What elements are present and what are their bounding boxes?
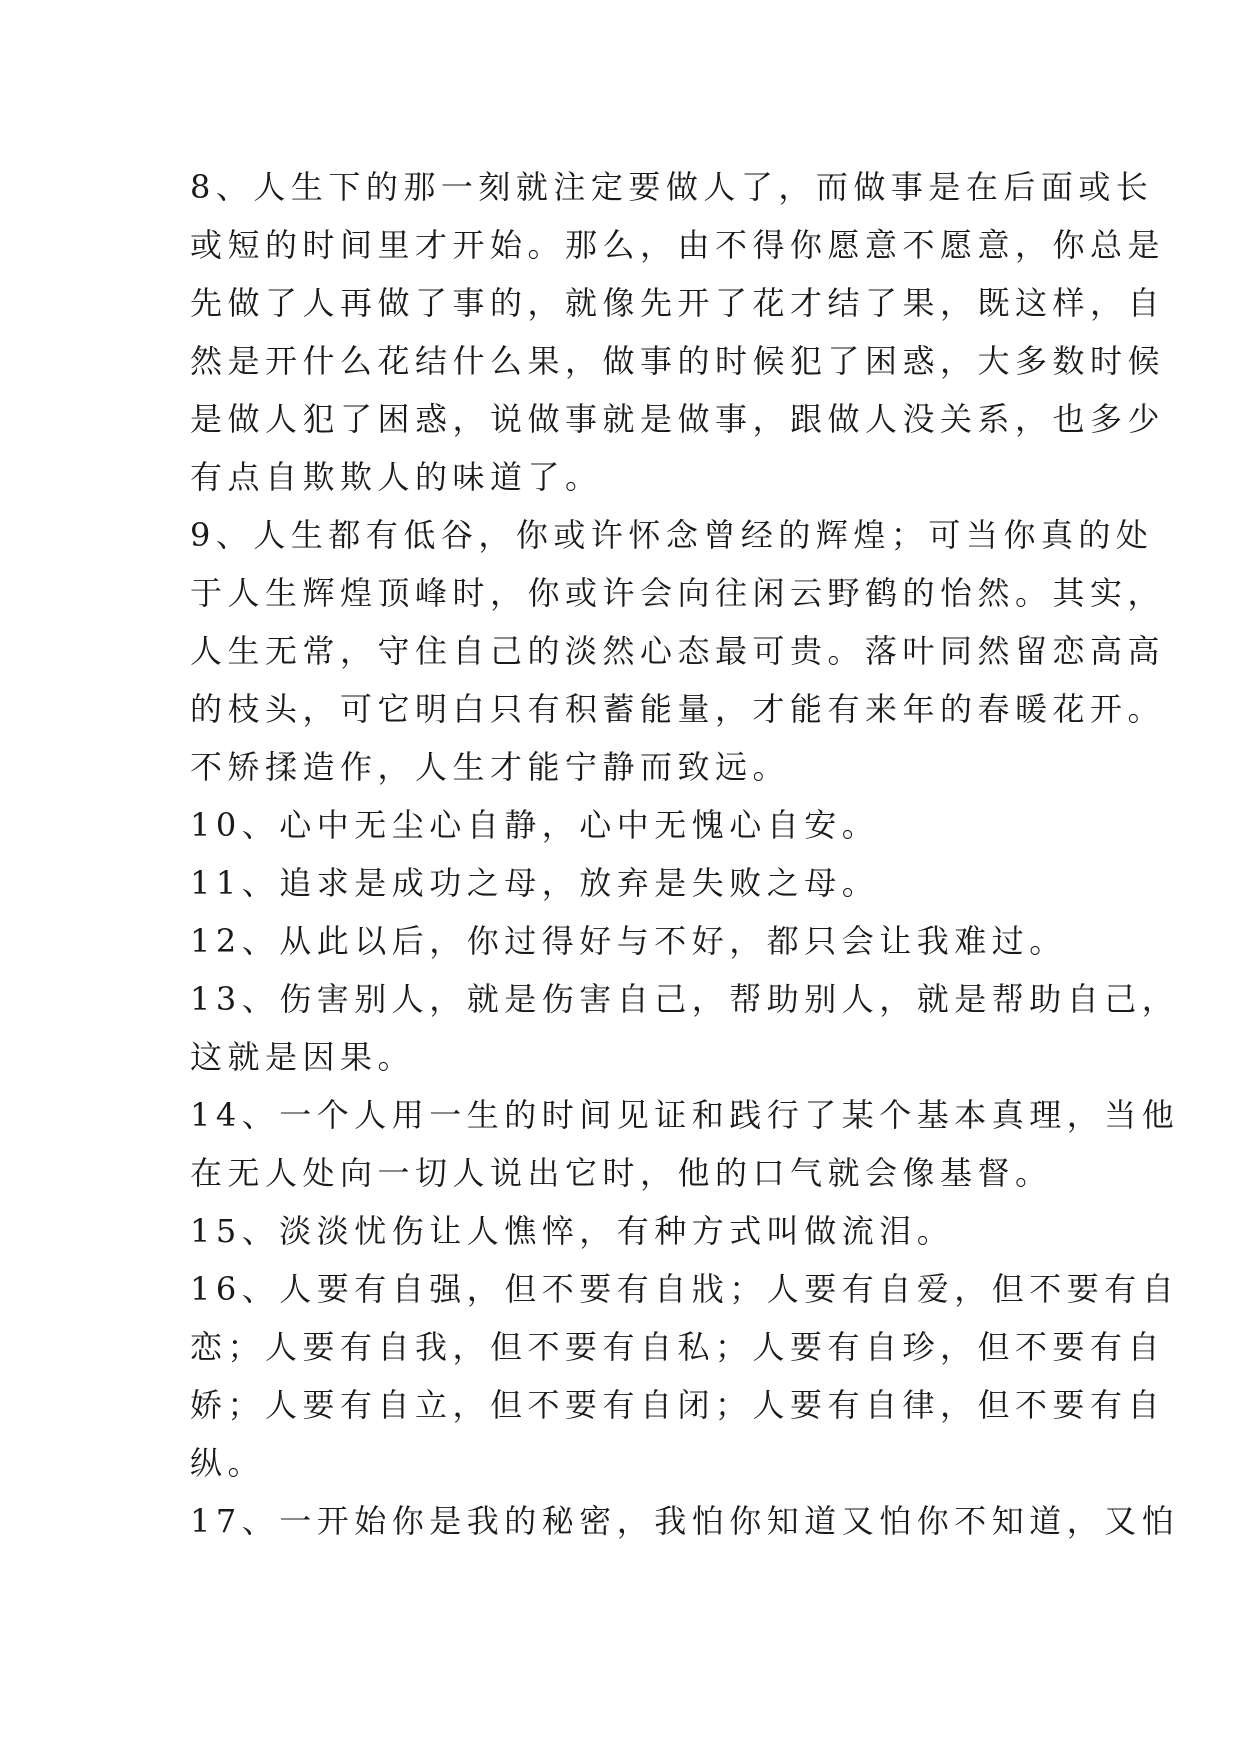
text-line: 人生无常，守住自己的淡然心态最可贵。落叶同然留恋高高	[190, 632, 1166, 670]
text-line: 14、一个人用一生的时间见证和践行了某个基本真理，当他	[190, 1096, 1180, 1134]
text-line: 8、人生下的那一刻就注定要做人了，而做事是在后面或长	[190, 168, 1154, 206]
text-line: 不矫揉造作，人生才能宁静而致远。	[190, 748, 791, 786]
text-line: 然是开什么花结什么果，做事的时候犯了困惑，大多数时候	[190, 342, 1166, 380]
text-line: 13、伤害别人，就是伤害自己，帮助别人，就是帮助自己，	[190, 980, 1180, 1018]
text-line: 于人生辉煌顶峰时，你或许会向往闲云野鹤的怡然。其实，	[190, 574, 1166, 612]
text-line: 有点自欺欺人的味道了。	[190, 458, 603, 496]
text-line: 12、从此以后，你过得好与不好，都只会让我难过。	[190, 922, 1067, 960]
text-line: 在无人处向一切人说出它时，他的口气就会像基督。	[190, 1154, 1053, 1192]
text-line: 15、淡淡忧伤让人憔悴，有种方式叫做流泪。	[190, 1212, 955, 1250]
text-line: 10、心中无尘心自静，心中无愧心自安。	[190, 806, 880, 844]
text-line: 9、人生都有低谷，你或许怀念曾经的辉煌；可当你真的处	[190, 516, 1154, 554]
document-body	[190, 158, 1180, 1550]
text-line: 11、追求是成功之母，放弃是失败之母。	[190, 864, 880, 902]
text-line: 17、一开始你是我的秘密，我怕你知道又怕你不知道，又怕	[190, 1502, 1180, 1540]
text-line: 是做人犯了困惑，说做事就是做事，跟做人没关系，也多少	[190, 400, 1166, 438]
text-line: 16、人要有自强，但不要有自戕；人要有自爱，但不要有自	[190, 1270, 1180, 1308]
text-line: 先做了人再做了事的，就像先开了花才结了果，既这样，自	[190, 284, 1166, 322]
text-line: 恋；人要有自我，但不要有自私；人要有自珍，但不要有自	[190, 1328, 1166, 1366]
text-line: 的枝头，可它明白只有积蓄能量，才能有来年的春暖花开。	[190, 690, 1166, 728]
text-line: 这就是因果。	[190, 1038, 416, 1076]
text-line: 娇；人要有自立，但不要有自闭；人要有自律，但不要有自	[190, 1386, 1166, 1424]
text-line: 或短的时间里才开始。那么，由不得你愿意不愿意，你总是	[190, 226, 1166, 264]
text-line: 纵。	[190, 1444, 266, 1482]
